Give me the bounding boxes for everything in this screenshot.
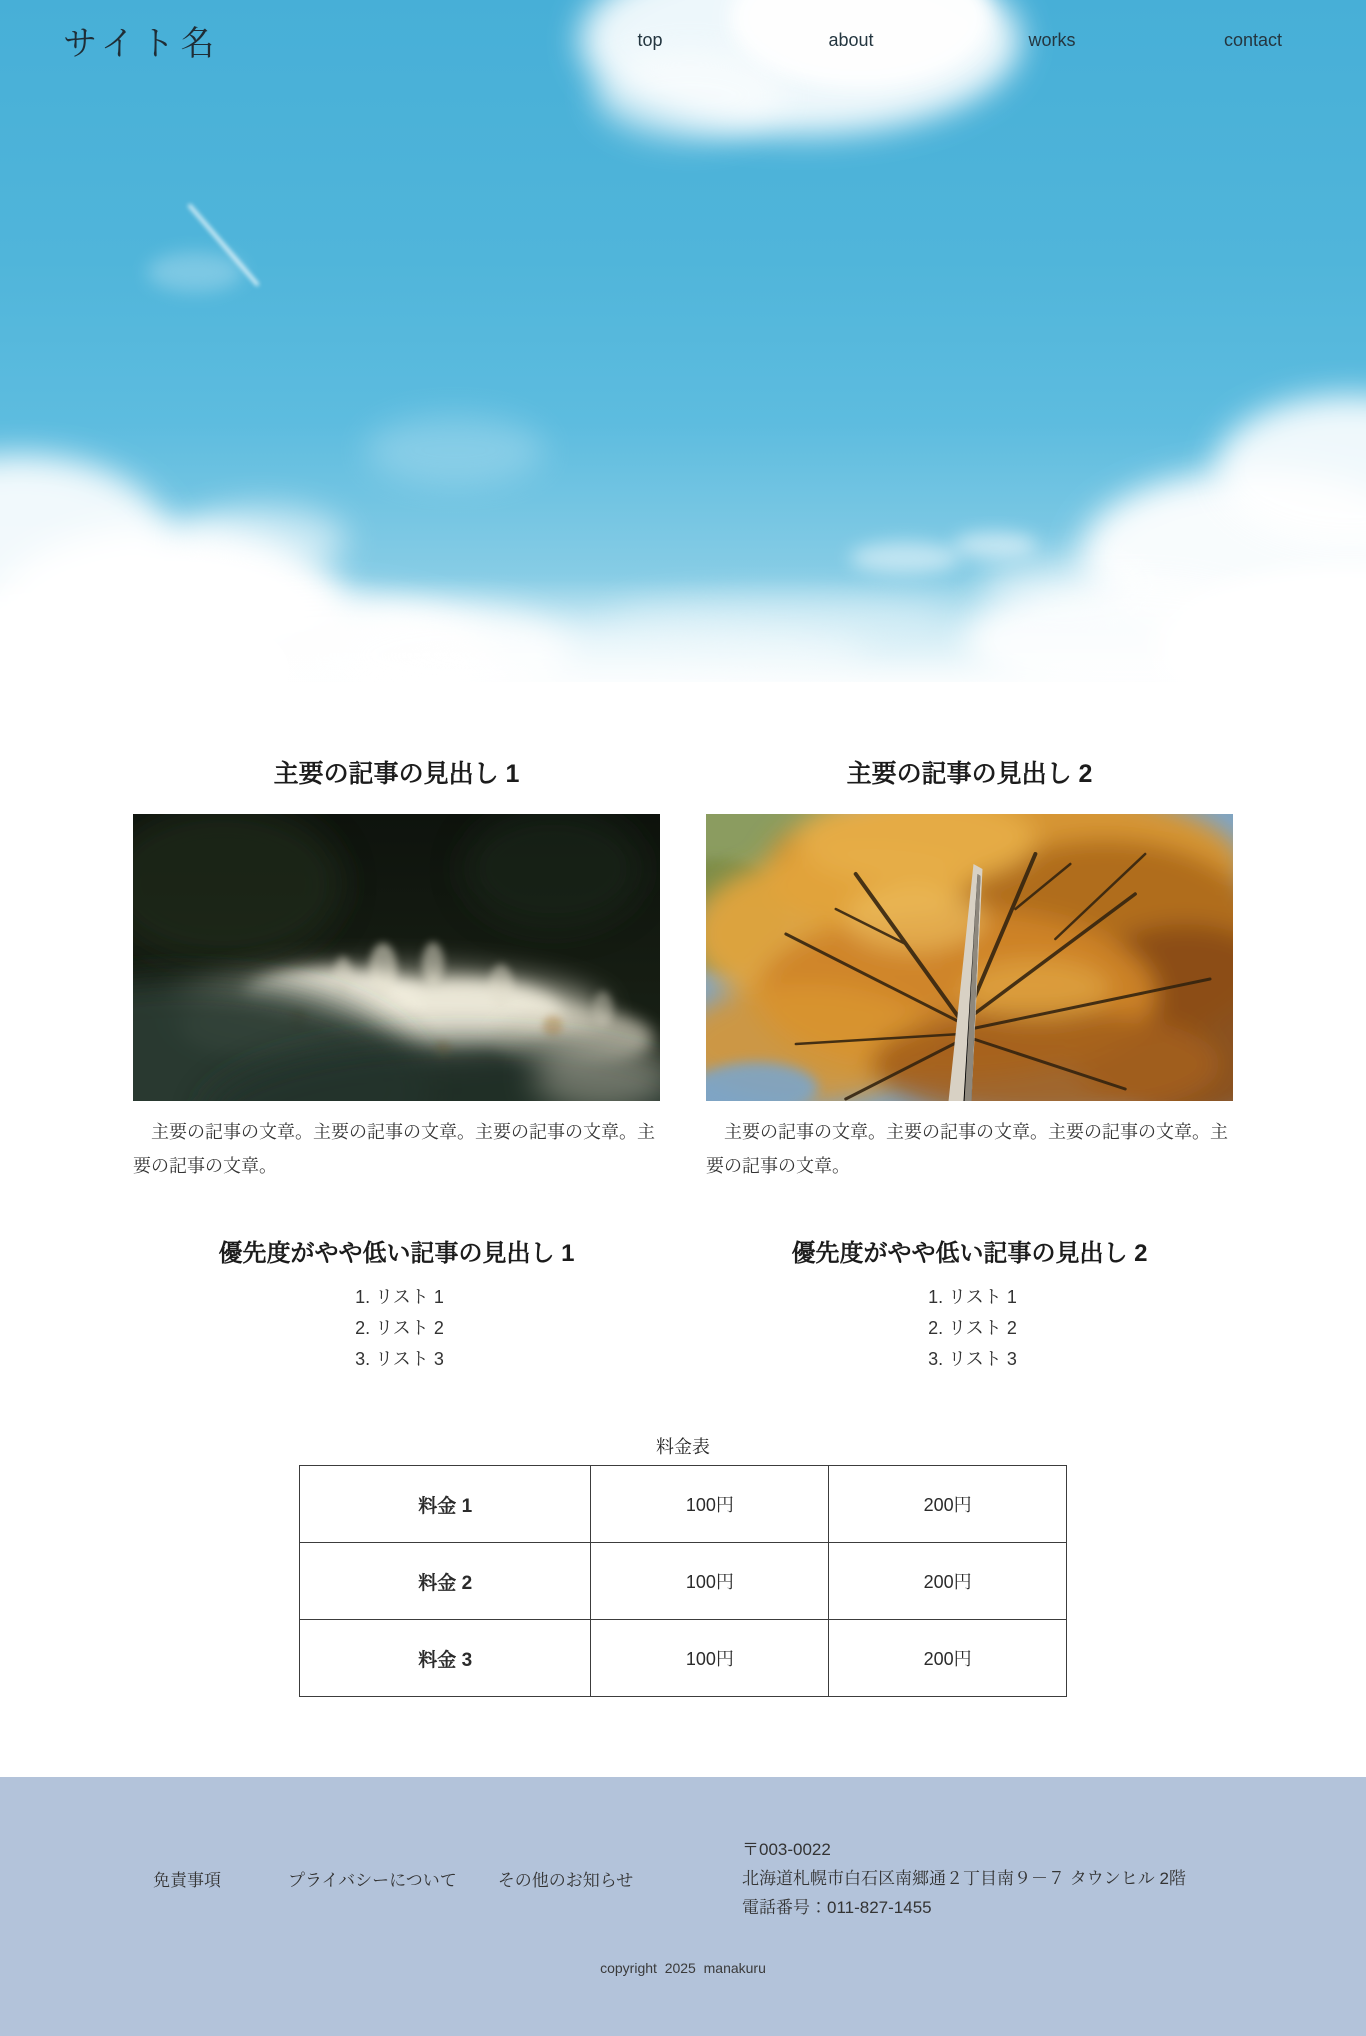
lichen-photo bbox=[133, 814, 660, 1101]
copyright: copyright 2025 manakuru bbox=[600, 1960, 766, 1976]
footer-link-other-news[interactable]: その他のお知らせ bbox=[497, 1871, 634, 1890]
list-item: 3. リスト 3 bbox=[948, 1344, 1017, 1375]
list-2 bbox=[922, 1282, 1017, 1375]
article-heading: 主要の記事の見出し 2 bbox=[846, 760, 1093, 788]
footer bbox=[0, 1777, 1366, 2036]
price-row-1 bbox=[300, 1466, 1067, 1543]
hero-section bbox=[0, 0, 1366, 682]
top-bar bbox=[0, 0, 1366, 65]
sky-clouds-image bbox=[0, 0, 1366, 682]
price-cell: 200円 bbox=[829, 1620, 1067, 1697]
primary-article-1 bbox=[133, 754, 660, 1183]
secondary-heading: 優先度がやや低い記事の見出し 1 bbox=[218, 1240, 575, 1267]
article-body: 主要の記事の文章。主要の記事の文章。主要の記事の文章。主要の記事の文章。 bbox=[706, 1122, 1228, 1176]
list-1 bbox=[349, 1282, 444, 1375]
article-body: 主要の記事の文章。主要の記事の文章。主要の記事の文章。主要の記事の文章。 bbox=[133, 1122, 655, 1176]
price-cell: 200円 bbox=[829, 1466, 1067, 1543]
footer-link-disclaimer[interactable]: 免責事項 bbox=[153, 1871, 221, 1890]
price-row-label: 料金 1 bbox=[300, 1466, 591, 1543]
nav-link-contact[interactable]: contact bbox=[1223, 30, 1283, 50]
price-cell: 100円 bbox=[591, 1466, 829, 1543]
pricing-section bbox=[133, 1433, 1233, 1697]
price-cell: 200円 bbox=[829, 1543, 1067, 1620]
phone-number: 電話番号：011-827-1455 bbox=[742, 1898, 932, 1917]
price-row-label: 料金 3 bbox=[300, 1620, 591, 1697]
list-item: 1. リスト 1 bbox=[375, 1282, 444, 1313]
footer-links bbox=[0, 1866, 633, 1891]
price-table bbox=[299, 1465, 1067, 1697]
price-row-3 bbox=[300, 1620, 1067, 1697]
secondary-article-1 bbox=[133, 1233, 660, 1375]
nav-link-about[interactable]: about bbox=[828, 30, 874, 50]
main-nav bbox=[590, 30, 1313, 51]
list-item: 3. リスト 3 bbox=[375, 1344, 444, 1375]
nav-link-works[interactable]: works bbox=[1028, 30, 1076, 50]
article-heading: 主要の記事の見出し 1 bbox=[273, 760, 520, 788]
list-item: 1. リスト 1 bbox=[948, 1282, 1017, 1313]
price-row-2 bbox=[300, 1543, 1067, 1620]
secondary-articles bbox=[133, 1233, 1233, 1375]
footer-top bbox=[0, 1835, 1366, 1922]
nav-link-top[interactable]: top bbox=[637, 30, 663, 50]
price-table-caption: 料金表 bbox=[656, 1437, 710, 1457]
street-address: 北海道札幌市白石区南郷通２丁目南９－７ タウンヒル 2階 bbox=[742, 1869, 1186, 1888]
footer-link-privacy[interactable]: プライバシーについて bbox=[288, 1871, 457, 1890]
postal-code: 〒003-0022 bbox=[742, 1840, 831, 1859]
autumn-tree-photo bbox=[706, 814, 1233, 1101]
price-cell: 100円 bbox=[591, 1620, 829, 1697]
secondary-heading: 優先度がやや低い記事の見出し 2 bbox=[791, 1240, 1148, 1267]
price-row-label: 料金 2 bbox=[300, 1543, 591, 1620]
main-content bbox=[133, 754, 1233, 1697]
site-title[interactable]: サイト名 bbox=[63, 25, 221, 63]
list-item: 2. リスト 2 bbox=[948, 1313, 1017, 1344]
footer-address bbox=[742, 1835, 1366, 1922]
primary-articles bbox=[133, 754, 1233, 1183]
price-cell: 100円 bbox=[591, 1543, 829, 1620]
primary-article-2 bbox=[706, 754, 1233, 1183]
list-item: 2. リスト 2 bbox=[375, 1313, 444, 1344]
secondary-article-2 bbox=[706, 1233, 1233, 1375]
